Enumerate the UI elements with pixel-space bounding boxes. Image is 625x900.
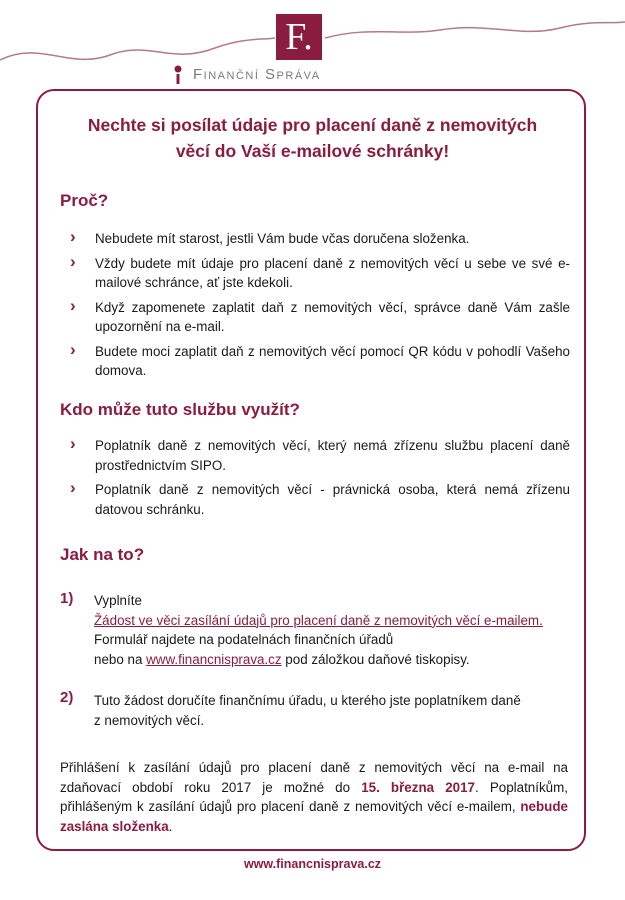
heading-how: Jak na to? (60, 545, 145, 564)
step-1-line4-post: pod záložkou daňové tiskopisy. (281, 651, 470, 667)
no-slip-emphasis: nebude zaslána složenka (60, 799, 568, 834)
step-2-line2: z nemovitých věcí. (94, 712, 205, 728)
list-item: › Budete moci zaplatit daň z nemovitých věcí pomocí QR kódu v pohodlí Vašeho domova. (70, 342, 570, 381)
logo-letter: F. (285, 16, 313, 58)
note-text-end: . (168, 818, 173, 834)
step-1-text (94, 591, 564, 669)
logo-mark (276, 14, 322, 60)
page-title (60, 112, 565, 164)
note-text-pre: Přihlášení k zasílání údajů pro placení daně z nemovitých věcí na e-mail na zdaňovací období roku 2017 je možné do (60, 760, 568, 795)
logo-pin-icon (172, 64, 184, 84)
step-1-number: 1) (60, 590, 74, 607)
form-link[interactable]: Žádost ve věci zasílání údajů pro placení daně z nemovitých věcí e-mailem. (94, 612, 543, 628)
note-text-mid: . Poplatníkům, přihlášeným k zasílání údajů pro placení daně z nemovitých věcí e-mailem, (60, 779, 568, 814)
heading-why: Proč? (60, 191, 109, 210)
step-1-line3: Formulář najdete na podatelnách finančních úřadů (94, 632, 394, 647)
list-item: › Poplatník daně z nemovitých věcí - právnická osoba, která nemá zřízenu datovou schránku. (70, 480, 570, 519)
step-2-text (94, 691, 564, 730)
list-item: › Poplatník daně z nemovitých věcí, který nemá zřízenu službu placení daně prostřednictvím SIPO. (70, 436, 570, 475)
heading-who: Kdo může tuto službu využít? (60, 400, 300, 419)
deadline-note (60, 758, 568, 836)
who-list (70, 436, 570, 524)
list-item: › Když zapomenete zaplatit daň z nemovitých věcí, správce daně Vám zašle upozornění na e-mail. (70, 298, 570, 337)
list-item: › Nebudete mít starost, jestli Vám bude včas doručena složenka. (70, 229, 570, 249)
why-list (70, 229, 570, 386)
step-1-line4-pre: nebo na (94, 651, 147, 667)
footer-url[interactable]: www.financnisprava.cz (243, 857, 382, 871)
title-line-2: věcí do Vaší e-mailové schránky! (175, 141, 450, 161)
list-item: › Vždy budete mít údaje pro placení daně z nemovitých věcí u sebe ve své e-mailové schránce, ať jste kdekoli. (70, 254, 570, 293)
deadline-date: 15. března 2017 (361, 779, 475, 795)
step-1-intro: Vyplníte (94, 593, 142, 608)
logo-text: Finanční Správa (193, 66, 321, 83)
website-link[interactable]: www.financnisprava.cz (146, 651, 282, 667)
step-2-number: 2) (60, 689, 74, 706)
title-line-1: Nechte si posílat údaje pro placení daně z nemovitých (87, 115, 538, 135)
step-2-line1: Tuto žádost doručíte finančnímu úřadu, u kterého jste poplatníkem daně (94, 693, 521, 708)
